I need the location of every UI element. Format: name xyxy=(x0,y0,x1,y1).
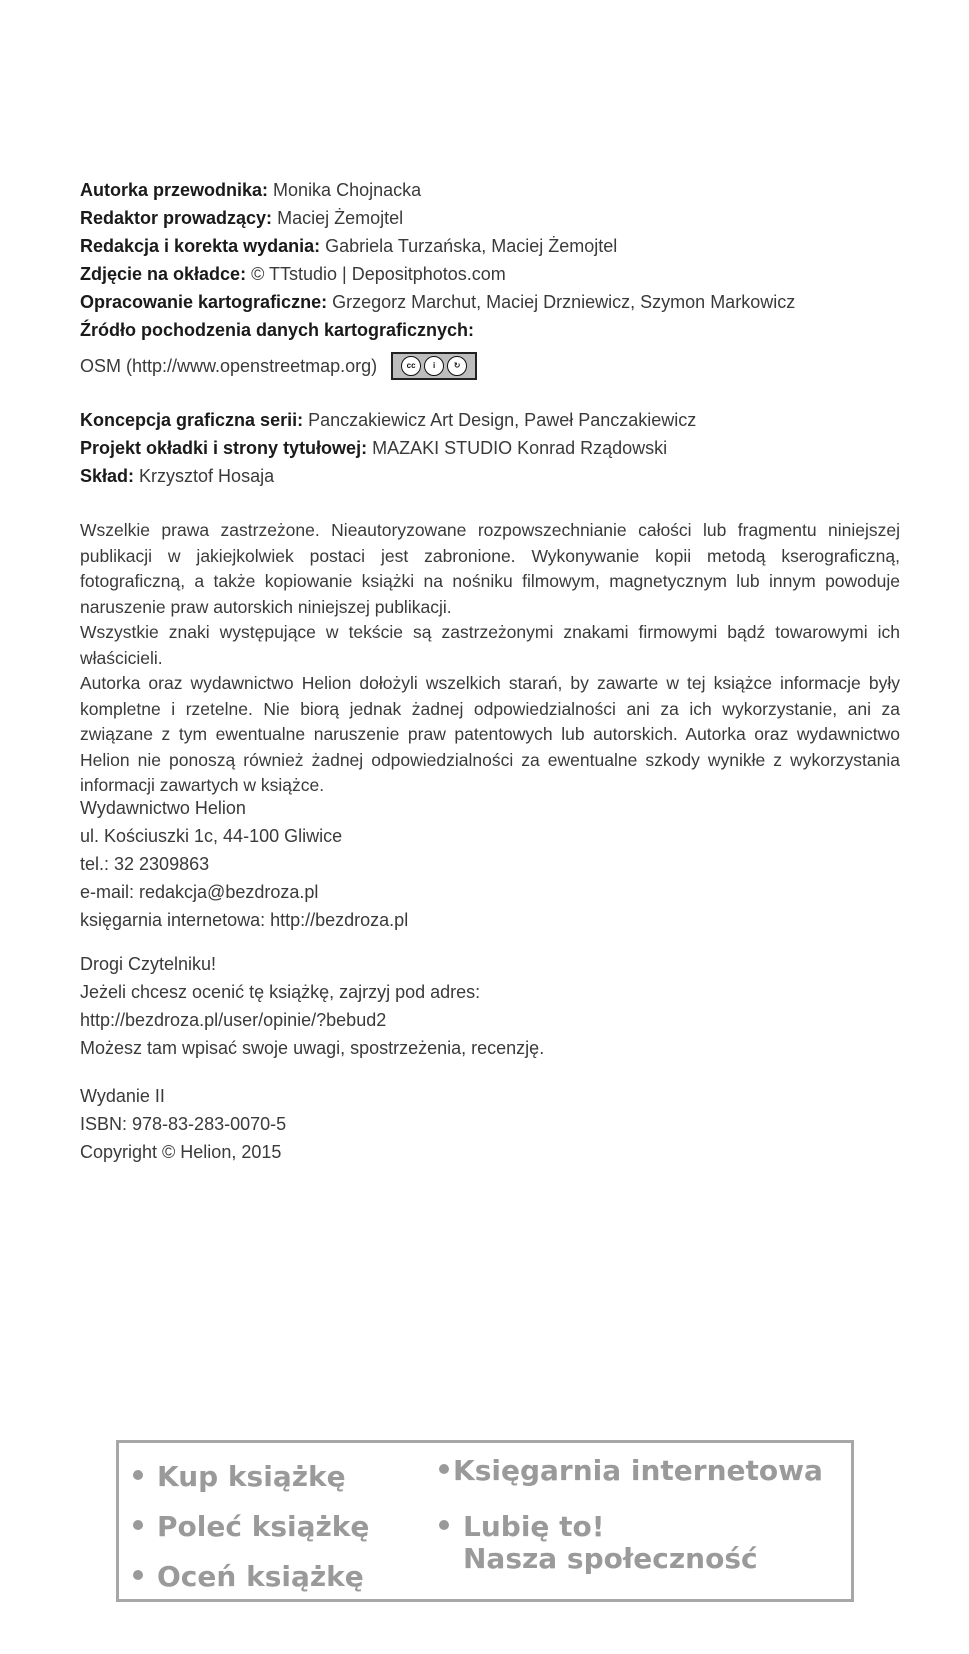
online-store-link[interactable]: Księgarnia internetowa xyxy=(439,1455,823,1487)
bullet-icon xyxy=(439,1520,449,1530)
credit-map-source: Źródło pochodzenia danych kartograficznych: xyxy=(80,320,475,340)
osm-source: OSM (http://www.openstreetmap.org) xyxy=(80,356,378,376)
legal-paragraph: Wszystkie znaki występujące w tekście są zastrzeżonymi znakami firmowymi bądź towarowymi ich właścicieli. xyxy=(80,622,900,668)
legal-paragraph: Autorka oraz wydawnictwo Helion dołożyli wszelkich starań, by zawarte w tej książce informacje były kompletne i rzetelne. Nie biorą jednak żadnej odpowiedzialności ani za ich wykorzystanie, ani za związane z tym ewentualne naruszenie praw patentowych lub autorskich. Autorka oraz wydawnictwo Helion nie ponoszą również żadnej odpowiedzialności za ewentualne szkody wynikłe z wykorzystania informacji zawartych w książce. xyxy=(80,673,900,795)
rate-book-link[interactable]: Oceń książkę xyxy=(133,1561,364,1593)
edition-info xyxy=(80,1082,900,1166)
osm-source-row xyxy=(80,352,900,380)
isbn: ISBN: 978-83-283-0070-5 xyxy=(80,1114,287,1134)
credit-author: Autorka przewodnika: Monika Chojnacka xyxy=(80,180,422,200)
bullet-icon xyxy=(133,1470,143,1480)
reader-greeting: Drogi Czytelniku! xyxy=(80,954,217,974)
reader-url: http://bezdroza.pl/user/opinie/?bebud2 xyxy=(80,1010,387,1030)
credit-cartography: Opracowanie kartograficzne: Grzegorz Marchut, Maciej Drzniewicz, Szymon Markowicz xyxy=(80,292,796,312)
credit-typesetting: Skład: Krzysztof Hosaja xyxy=(80,466,275,486)
credit-series-design: Koncepcja graficzna serii: Panczakiewicz Art Design, Paweł Panczakiewicz xyxy=(80,410,697,430)
publisher-phone: tel.: 32 2309863 xyxy=(80,854,210,874)
buy-book-link[interactable]: Kup książkę xyxy=(133,1461,346,1493)
publisher-address: ul. Kościuszki 1c, 44-100 Gliwice xyxy=(80,826,343,846)
legal-notice xyxy=(80,518,900,799)
credit-cover-photo: Zdjęcie na okładce: © TTstudio | Depositphotos.com xyxy=(80,264,506,284)
copyright: Copyright © Helion, 2015 xyxy=(80,1142,282,1162)
promo-box xyxy=(116,1440,854,1602)
publisher-info xyxy=(80,794,900,934)
publisher-email: e-mail: redakcja@bezdroza.pl xyxy=(80,882,319,902)
recommend-book-link[interactable]: Poleć książkę xyxy=(133,1511,369,1543)
bullet-icon xyxy=(439,1464,449,1474)
bullet-icon xyxy=(133,1520,143,1530)
edition-number: Wydanie II xyxy=(80,1086,165,1106)
publisher-store: księgarnia internetowa: http://bezdroza.pl xyxy=(80,910,409,930)
publisher-name: Wydawnictwo Helion xyxy=(80,798,246,818)
reader-note xyxy=(80,950,900,1062)
cc-by-sa-icon: cc i ↻ xyxy=(391,352,477,380)
legal-paragraph: Wszelkie prawa zastrzeżone. Nieautoryzowane rozpowszechnianie całości lub fragmentu niniejszej publikacji w jakiejkolwiek postaci jest zabronione. Wykonywanie kopii metodą kserograficzną, fotograficzną, a także kopiowanie książki na nośniku filmowym, magnetycznym lub innym powoduje naruszenie praw autorskich niniejszej publikacji. xyxy=(80,520,900,617)
reader-line: Jeżeli chcesz ocenić tę książkę, zajrzyj pod adres: xyxy=(80,982,481,1002)
bullet-icon xyxy=(133,1570,143,1580)
like-community-link[interactable]: Lubię to! Nasza społeczność xyxy=(439,1511,758,1575)
reader-line: Możesz tam wpisać swoje uwagi, spostrzeżenia, recenzję. xyxy=(80,1038,545,1058)
credit-proofreading: Redakcja i korekta wydania: Gabriela Turzańska, Maciej Żemojtel xyxy=(80,236,618,256)
credits-block xyxy=(80,176,900,490)
credit-cover-design: Projekt okładki i strony tytułowej: MAZAKI STUDIO Konrad Rządowski xyxy=(80,438,668,458)
credit-editor: Redaktor prowadzący: Maciej Żemojtel xyxy=(80,208,404,228)
